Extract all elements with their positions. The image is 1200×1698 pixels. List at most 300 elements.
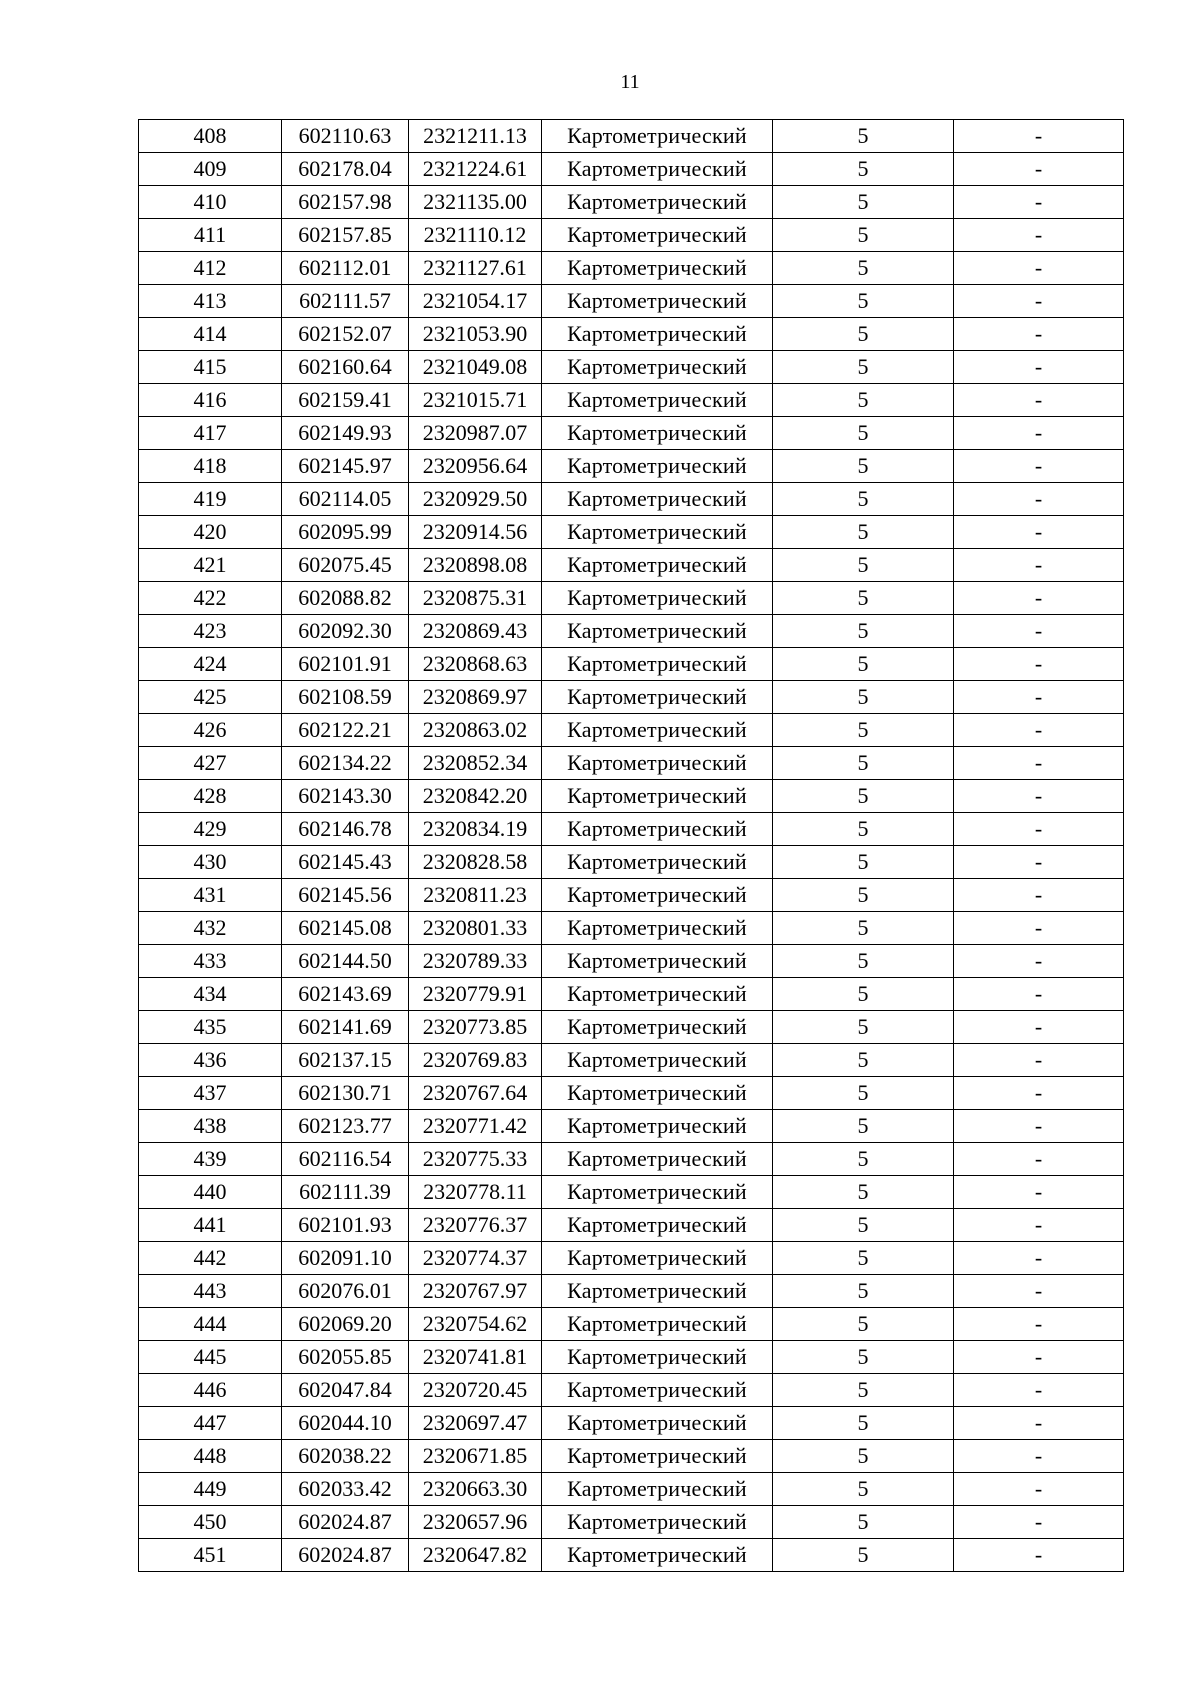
- formula-cell: -: [954, 1473, 1124, 1506]
- table-row: [139, 1506, 1124, 1539]
- point-number-cell: 441: [139, 1209, 282, 1242]
- x-coordinate-cell: 602091.10: [282, 1242, 409, 1275]
- y-coordinate-cell: 2320771.42: [409, 1110, 542, 1143]
- point-number-cell: 434: [139, 978, 282, 1011]
- method-cell: Картометрический: [542, 219, 773, 252]
- x-coordinate-cell: 602145.97: [282, 450, 409, 483]
- point-number-cell: 429: [139, 813, 282, 846]
- x-coordinate-cell: 602143.30: [282, 780, 409, 813]
- point-number-cell: 438: [139, 1110, 282, 1143]
- point-number-cell: 432: [139, 912, 282, 945]
- accuracy-cell: 5: [773, 780, 954, 813]
- formula-cell: -: [954, 879, 1124, 912]
- formula-cell: -: [954, 648, 1124, 681]
- table-row: [139, 252, 1124, 285]
- point-number-cell: 451: [139, 1539, 282, 1572]
- point-number-cell: 418: [139, 450, 282, 483]
- point-number-cell: 410: [139, 186, 282, 219]
- y-coordinate-cell: 2320929.50: [409, 483, 542, 516]
- accuracy-cell: 5: [773, 945, 954, 978]
- y-coordinate-cell: 2320801.33: [409, 912, 542, 945]
- table-row: [139, 1143, 1124, 1176]
- method-cell: Картометрический: [542, 1539, 773, 1572]
- y-coordinate-cell: 2321053.90: [409, 318, 542, 351]
- table-row: [139, 747, 1124, 780]
- table-row: [139, 813, 1124, 846]
- point-number-cell: 424: [139, 648, 282, 681]
- accuracy-cell: 5: [773, 1341, 954, 1374]
- y-coordinate-cell: 2320834.19: [409, 813, 542, 846]
- table-row: [139, 1044, 1124, 1077]
- y-coordinate-cell: 2320869.43: [409, 615, 542, 648]
- x-coordinate-cell: 602111.39: [282, 1176, 409, 1209]
- x-coordinate-cell: 602160.64: [282, 351, 409, 384]
- y-coordinate-cell: 2321211.13: [409, 120, 542, 153]
- accuracy-cell: 5: [773, 351, 954, 384]
- formula-cell: -: [954, 384, 1124, 417]
- method-cell: Картометрический: [542, 714, 773, 747]
- point-number-cell: 420: [139, 516, 282, 549]
- y-coordinate-cell: 2321224.61: [409, 153, 542, 186]
- y-coordinate-cell: 2320775.33: [409, 1143, 542, 1176]
- formula-cell: -: [954, 747, 1124, 780]
- point-number-cell: 450: [139, 1506, 282, 1539]
- point-number-cell: 422: [139, 582, 282, 615]
- formula-cell: -: [954, 846, 1124, 879]
- table-row: [139, 945, 1124, 978]
- accuracy-cell: 5: [773, 648, 954, 681]
- point-number-cell: 428: [139, 780, 282, 813]
- x-coordinate-cell: 602145.56: [282, 879, 409, 912]
- y-coordinate-cell: 2320868.63: [409, 648, 542, 681]
- method-cell: Картометрический: [542, 153, 773, 186]
- method-cell: Картометрический: [542, 549, 773, 582]
- accuracy-cell: 5: [773, 549, 954, 582]
- method-cell: Картометрический: [542, 582, 773, 615]
- accuracy-cell: 5: [773, 1110, 954, 1143]
- formula-cell: -: [954, 153, 1124, 186]
- y-coordinate-cell: 2321015.71: [409, 384, 542, 417]
- table-row: [139, 780, 1124, 813]
- point-number-cell: 433: [139, 945, 282, 978]
- table-row: [139, 1176, 1124, 1209]
- method-cell: Картометрический: [542, 1308, 773, 1341]
- table-row: [139, 285, 1124, 318]
- accuracy-cell: 5: [773, 1440, 954, 1473]
- x-coordinate-cell: 602178.04: [282, 153, 409, 186]
- point-number-cell: 416: [139, 384, 282, 417]
- method-cell: Картометрический: [542, 1209, 773, 1242]
- accuracy-cell: 5: [773, 153, 954, 186]
- x-coordinate-cell: 602047.84: [282, 1374, 409, 1407]
- method-cell: Картометрический: [542, 1440, 773, 1473]
- method-cell: Картометрический: [542, 351, 773, 384]
- point-number-cell: 442: [139, 1242, 282, 1275]
- y-coordinate-cell: 2320789.33: [409, 945, 542, 978]
- formula-cell: -: [954, 1110, 1124, 1143]
- x-coordinate-cell: 602101.91: [282, 648, 409, 681]
- formula-cell: -: [954, 1143, 1124, 1176]
- x-coordinate-cell: 602108.59: [282, 681, 409, 714]
- accuracy-cell: 5: [773, 1011, 954, 1044]
- x-coordinate-cell: 602149.93: [282, 417, 409, 450]
- table-row: [139, 1275, 1124, 1308]
- formula-cell: -: [954, 1011, 1124, 1044]
- table-row: [139, 450, 1124, 483]
- formula-cell: -: [954, 1044, 1124, 1077]
- x-coordinate-cell: 602112.01: [282, 252, 409, 285]
- point-number-cell: 427: [139, 747, 282, 780]
- method-cell: Картометрический: [542, 1506, 773, 1539]
- method-cell: Картометрический: [542, 648, 773, 681]
- point-number-cell: 408: [139, 120, 282, 153]
- accuracy-cell: 5: [773, 813, 954, 846]
- method-cell: Картометрический: [542, 978, 773, 1011]
- x-coordinate-cell: 602145.43: [282, 846, 409, 879]
- y-coordinate-cell: 2320774.37: [409, 1242, 542, 1275]
- formula-cell: -: [954, 615, 1124, 648]
- formula-cell: -: [954, 1506, 1124, 1539]
- point-number-cell: 426: [139, 714, 282, 747]
- method-cell: Картометрический: [542, 912, 773, 945]
- point-number-cell: 412: [139, 252, 282, 285]
- method-cell: Картометрический: [542, 483, 773, 516]
- y-coordinate-cell: 2320842.20: [409, 780, 542, 813]
- point-number-cell: 421: [139, 549, 282, 582]
- table-row: [139, 318, 1124, 351]
- x-coordinate-cell: 602024.87: [282, 1539, 409, 1572]
- method-cell: Картометрический: [542, 1407, 773, 1440]
- method-cell: Картометрический: [542, 846, 773, 879]
- point-number-cell: 443: [139, 1275, 282, 1308]
- x-coordinate-cell: 602038.22: [282, 1440, 409, 1473]
- method-cell: Картометрический: [542, 384, 773, 417]
- table-row: [139, 219, 1124, 252]
- accuracy-cell: 5: [773, 615, 954, 648]
- y-coordinate-cell: 2320657.96: [409, 1506, 542, 1539]
- x-coordinate-cell: 602144.50: [282, 945, 409, 978]
- accuracy-cell: 5: [773, 1506, 954, 1539]
- formula-cell: -: [954, 1275, 1124, 1308]
- accuracy-cell: 5: [773, 384, 954, 417]
- point-number-cell: 444: [139, 1308, 282, 1341]
- method-cell: Картометрический: [542, 450, 773, 483]
- accuracy-cell: 5: [773, 1209, 954, 1242]
- accuracy-cell: 5: [773, 1275, 954, 1308]
- y-coordinate-cell: 2320773.85: [409, 1011, 542, 1044]
- method-cell: Картометрический: [542, 186, 773, 219]
- x-coordinate-cell: 602111.57: [282, 285, 409, 318]
- formula-cell: -: [954, 219, 1124, 252]
- y-coordinate-cell: 2320898.08: [409, 549, 542, 582]
- point-number-cell: 449: [139, 1473, 282, 1506]
- table-row: [139, 1209, 1124, 1242]
- y-coordinate-cell: 2320671.85: [409, 1440, 542, 1473]
- y-coordinate-cell: 2320663.30: [409, 1473, 542, 1506]
- y-coordinate-cell: 2320769.83: [409, 1044, 542, 1077]
- x-coordinate-cell: 602145.08: [282, 912, 409, 945]
- y-coordinate-cell: 2320875.31: [409, 582, 542, 615]
- table-row: [139, 648, 1124, 681]
- accuracy-cell: 5: [773, 582, 954, 615]
- point-number-cell: 419: [139, 483, 282, 516]
- y-coordinate-cell: 2320720.45: [409, 1374, 542, 1407]
- point-number-cell: 425: [139, 681, 282, 714]
- x-coordinate-cell: 602141.69: [282, 1011, 409, 1044]
- formula-cell: -: [954, 1176, 1124, 1209]
- accuracy-cell: 5: [773, 1407, 954, 1440]
- formula-cell: -: [954, 681, 1124, 714]
- y-coordinate-cell: 2320647.82: [409, 1539, 542, 1572]
- formula-cell: -: [954, 516, 1124, 549]
- formula-cell: -: [954, 912, 1124, 945]
- page-number: 11: [620, 71, 640, 93]
- y-coordinate-cell: 2320741.81: [409, 1341, 542, 1374]
- method-cell: Картометрический: [542, 615, 773, 648]
- x-coordinate-cell: 602075.45: [282, 549, 409, 582]
- table-row: [139, 351, 1124, 384]
- table-row: [139, 516, 1124, 549]
- table-row: [139, 582, 1124, 615]
- point-number-cell: 435: [139, 1011, 282, 1044]
- accuracy-cell: 5: [773, 747, 954, 780]
- method-cell: Картометрический: [542, 747, 773, 780]
- accuracy-cell: 5: [773, 219, 954, 252]
- formula-cell: -: [954, 714, 1124, 747]
- y-coordinate-cell: 2321110.12: [409, 219, 542, 252]
- table-row: [139, 714, 1124, 747]
- formula-cell: -: [954, 285, 1124, 318]
- y-coordinate-cell: 2321135.00: [409, 186, 542, 219]
- point-number-cell: 447: [139, 1407, 282, 1440]
- y-coordinate-cell: 2320987.07: [409, 417, 542, 450]
- table-row: [139, 186, 1124, 219]
- y-coordinate-cell: 2320852.34: [409, 747, 542, 780]
- x-coordinate-cell: 602033.42: [282, 1473, 409, 1506]
- method-cell: Картометрический: [542, 1275, 773, 1308]
- coordinates-table: [138, 119, 1124, 1572]
- method-cell: Картометрический: [542, 1374, 773, 1407]
- x-coordinate-cell: 602157.98: [282, 186, 409, 219]
- accuracy-cell: 5: [773, 1242, 954, 1275]
- formula-cell: -: [954, 1308, 1124, 1341]
- formula-cell: -: [954, 1077, 1124, 1110]
- point-number-cell: 417: [139, 417, 282, 450]
- method-cell: Картометрический: [542, 945, 773, 978]
- formula-cell: -: [954, 582, 1124, 615]
- x-coordinate-cell: 602157.85: [282, 219, 409, 252]
- x-coordinate-cell: 602055.85: [282, 1341, 409, 1374]
- x-coordinate-cell: 602114.05: [282, 483, 409, 516]
- table-row: [139, 912, 1124, 945]
- formula-cell: -: [954, 450, 1124, 483]
- x-coordinate-cell: 602130.71: [282, 1077, 409, 1110]
- formula-cell: -: [954, 1341, 1124, 1374]
- formula-cell: -: [954, 945, 1124, 978]
- accuracy-cell: 5: [773, 681, 954, 714]
- formula-cell: -: [954, 1209, 1124, 1242]
- point-number-cell: 439: [139, 1143, 282, 1176]
- x-coordinate-cell: 602092.30: [282, 615, 409, 648]
- table-row: [139, 1374, 1124, 1407]
- accuracy-cell: 5: [773, 1473, 954, 1506]
- point-number-cell: 409: [139, 153, 282, 186]
- point-number-cell: 411: [139, 219, 282, 252]
- accuracy-cell: 5: [773, 1539, 954, 1572]
- table-row: [139, 417, 1124, 450]
- formula-cell: -: [954, 1242, 1124, 1275]
- x-coordinate-cell: 602088.82: [282, 582, 409, 615]
- y-coordinate-cell: 2320869.97: [409, 681, 542, 714]
- formula-cell: -: [954, 252, 1124, 285]
- accuracy-cell: 5: [773, 846, 954, 879]
- accuracy-cell: 5: [773, 1176, 954, 1209]
- x-coordinate-cell: 602143.69: [282, 978, 409, 1011]
- accuracy-cell: 5: [773, 186, 954, 219]
- accuracy-cell: 5: [773, 1374, 954, 1407]
- table-row: [139, 1473, 1124, 1506]
- method-cell: Картометрический: [542, 417, 773, 450]
- x-coordinate-cell: 602134.22: [282, 747, 409, 780]
- method-cell: Картометрический: [542, 252, 773, 285]
- table-row: [139, 120, 1124, 153]
- y-coordinate-cell: 2320754.62: [409, 1308, 542, 1341]
- formula-cell: -: [954, 1407, 1124, 1440]
- formula-cell: -: [954, 813, 1124, 846]
- y-coordinate-cell: 2320828.58: [409, 846, 542, 879]
- accuracy-cell: 5: [773, 912, 954, 945]
- method-cell: Картометрический: [542, 285, 773, 318]
- table-row: [139, 978, 1124, 1011]
- accuracy-cell: 5: [773, 120, 954, 153]
- accuracy-cell: 5: [773, 516, 954, 549]
- point-number-cell: 440: [139, 1176, 282, 1209]
- accuracy-cell: 5: [773, 252, 954, 285]
- method-cell: Картометрический: [542, 1077, 773, 1110]
- y-coordinate-cell: 2320779.91: [409, 978, 542, 1011]
- accuracy-cell: 5: [773, 879, 954, 912]
- point-number-cell: 415: [139, 351, 282, 384]
- formula-cell: -: [954, 318, 1124, 351]
- y-coordinate-cell: 2320811.23: [409, 879, 542, 912]
- method-cell: Картометрический: [542, 1143, 773, 1176]
- method-cell: Картометрический: [542, 1341, 773, 1374]
- formula-cell: -: [954, 483, 1124, 516]
- formula-cell: -: [954, 978, 1124, 1011]
- table-row: [139, 483, 1124, 516]
- x-coordinate-cell: 602110.63: [282, 120, 409, 153]
- y-coordinate-cell: 2321127.61: [409, 252, 542, 285]
- method-cell: Картометрический: [542, 1473, 773, 1506]
- point-number-cell: 436: [139, 1044, 282, 1077]
- y-coordinate-cell: 2320956.64: [409, 450, 542, 483]
- accuracy-cell: 5: [773, 1143, 954, 1176]
- x-coordinate-cell: 602159.41: [282, 384, 409, 417]
- method-cell: Картометрический: [542, 1044, 773, 1077]
- method-cell: Картометрический: [542, 516, 773, 549]
- point-number-cell: 437: [139, 1077, 282, 1110]
- x-coordinate-cell: 602101.93: [282, 1209, 409, 1242]
- method-cell: Картометрический: [542, 780, 773, 813]
- accuracy-cell: 5: [773, 978, 954, 1011]
- table-row: [139, 1308, 1124, 1341]
- x-coordinate-cell: 602152.07: [282, 318, 409, 351]
- table-row: [139, 681, 1124, 714]
- point-number-cell: 413: [139, 285, 282, 318]
- table-row: [139, 384, 1124, 417]
- y-coordinate-cell: 2320778.11: [409, 1176, 542, 1209]
- method-cell: Картометрический: [542, 681, 773, 714]
- accuracy-cell: 5: [773, 417, 954, 450]
- x-coordinate-cell: 602137.15: [282, 1044, 409, 1077]
- method-cell: Картометрический: [542, 1011, 773, 1044]
- formula-cell: -: [954, 351, 1124, 384]
- formula-cell: -: [954, 1440, 1124, 1473]
- accuracy-cell: 5: [773, 1077, 954, 1110]
- x-coordinate-cell: 602069.20: [282, 1308, 409, 1341]
- method-cell: Картометрический: [542, 879, 773, 912]
- y-coordinate-cell: 2320767.97: [409, 1275, 542, 1308]
- table-row: [139, 1011, 1124, 1044]
- method-cell: Картометрический: [542, 1176, 773, 1209]
- table-row: [139, 615, 1124, 648]
- accuracy-cell: 5: [773, 285, 954, 318]
- table-row: [139, 879, 1124, 912]
- table-row: [139, 153, 1124, 186]
- x-coordinate-cell: 602146.78: [282, 813, 409, 846]
- accuracy-cell: 5: [773, 1044, 954, 1077]
- y-coordinate-cell: 2320863.02: [409, 714, 542, 747]
- y-coordinate-cell: 2320776.37: [409, 1209, 542, 1242]
- table-row: [139, 549, 1124, 582]
- table-row: [139, 1110, 1124, 1143]
- table-row: [139, 1242, 1124, 1275]
- formula-cell: -: [954, 1539, 1124, 1572]
- coordinates-table-body: [139, 120, 1124, 1572]
- formula-cell: -: [954, 186, 1124, 219]
- accuracy-cell: 5: [773, 714, 954, 747]
- accuracy-cell: 5: [773, 483, 954, 516]
- y-coordinate-cell: 2320697.47: [409, 1407, 542, 1440]
- x-coordinate-cell: 602024.87: [282, 1506, 409, 1539]
- table-row: [139, 1539, 1124, 1572]
- point-number-cell: 446: [139, 1374, 282, 1407]
- table-row: [139, 1341, 1124, 1374]
- method-cell: Картометрический: [542, 120, 773, 153]
- formula-cell: -: [954, 1374, 1124, 1407]
- point-number-cell: 414: [139, 318, 282, 351]
- y-coordinate-cell: 2321054.17: [409, 285, 542, 318]
- x-coordinate-cell: 602122.21: [282, 714, 409, 747]
- x-coordinate-cell: 602095.99: [282, 516, 409, 549]
- accuracy-cell: 5: [773, 450, 954, 483]
- accuracy-cell: 5: [773, 318, 954, 351]
- table-row: [139, 846, 1124, 879]
- method-cell: Картометрический: [542, 813, 773, 846]
- method-cell: Картометрический: [542, 318, 773, 351]
- x-coordinate-cell: 602116.54: [282, 1143, 409, 1176]
- y-coordinate-cell: 2320767.64: [409, 1077, 542, 1110]
- accuracy-cell: 5: [773, 1308, 954, 1341]
- table-row: [139, 1077, 1124, 1110]
- x-coordinate-cell: 602076.01: [282, 1275, 409, 1308]
- table-row: [139, 1407, 1124, 1440]
- formula-cell: -: [954, 780, 1124, 813]
- formula-cell: -: [954, 120, 1124, 153]
- point-number-cell: 431: [139, 879, 282, 912]
- x-coordinate-cell: 602044.10: [282, 1407, 409, 1440]
- formula-cell: -: [954, 417, 1124, 450]
